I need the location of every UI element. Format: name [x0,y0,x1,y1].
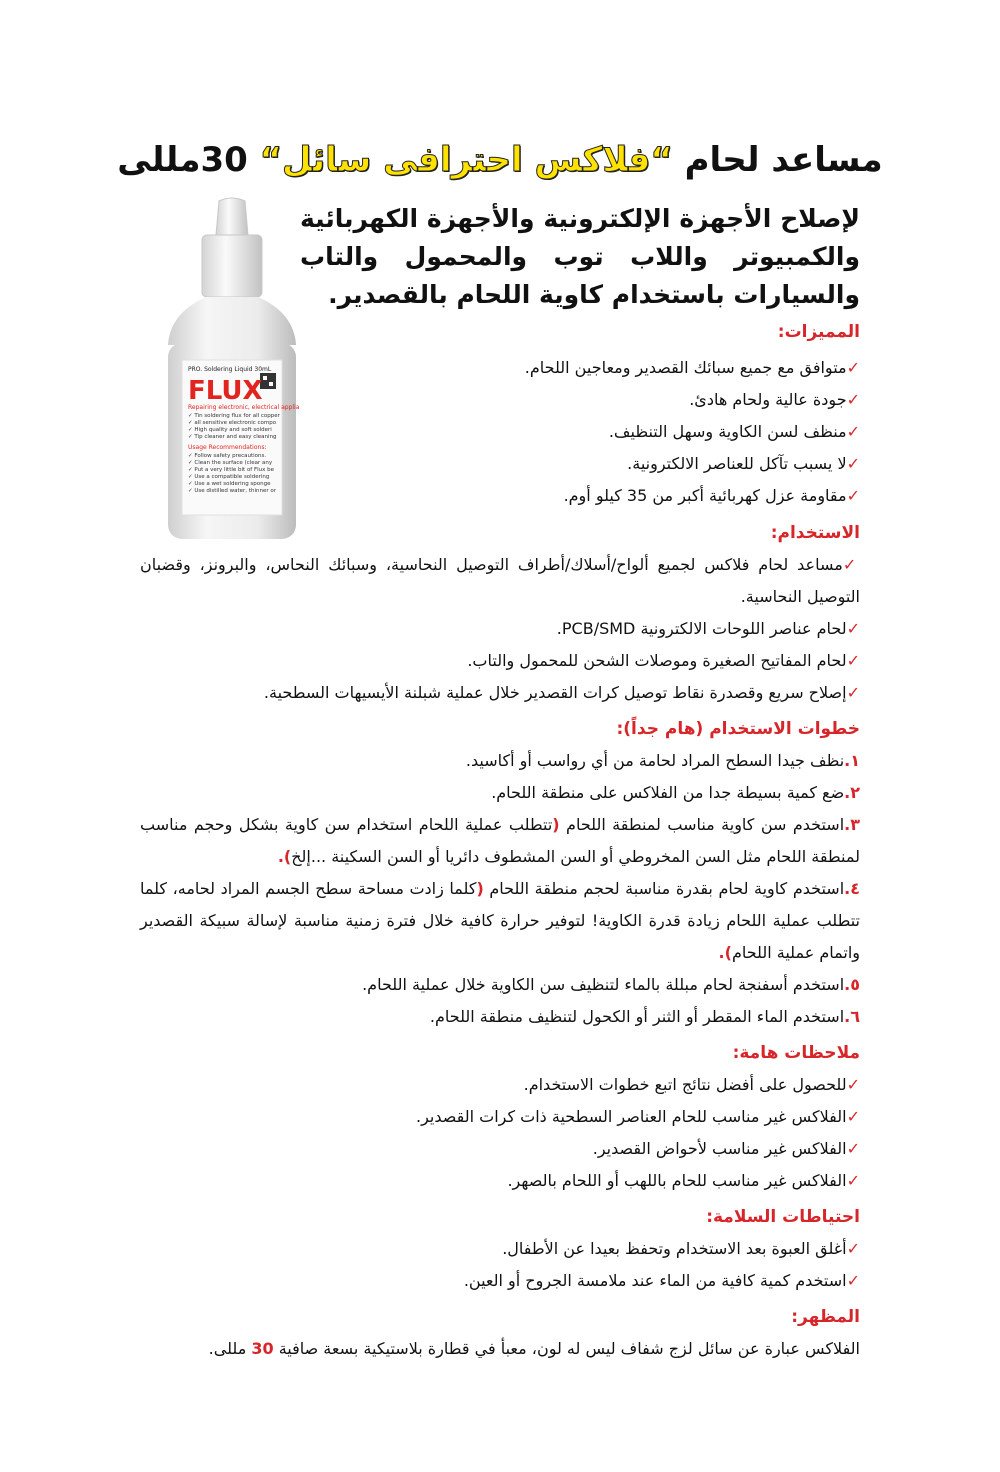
check-icon: ✓ [846,1239,860,1258]
safety-item: ✓أغلق العبوة بعد الاستخدام وتحفظ بعيدا عن الأطفال. [502,1239,860,1258]
label-line: ✓ High quality and soft solderi [188,427,272,433]
check-icon: ✓ [846,1075,860,1094]
usage-item: ✓لحام المفاتيح الصغيرة وموصلات الشحن للمحمول والتاب. [467,651,860,670]
check-icon: ✓ [846,454,860,473]
features-item: ✓مقاومة عزل كهربائية أكبر من 35 كيلو أوم. [563,486,860,505]
check-icon: ✓ [846,1271,860,1290]
features-item: ✓لا يسبب تآكل للعناصر الالكترونية. [627,454,860,473]
check-icon: ✓ [846,390,860,409]
steps-heading: خطوات الاستخدام (هام جداً): [616,719,860,739]
title-highlight: “فلاكس احترافى سائل“ [259,140,673,180]
label-line: ✓ Clean the surface (clear any [188,460,273,466]
intro-text: لإصلاح الأجهزة الإلكترونية والأجهزة الكهربائية والكمبيوتر واللاب توب والمحمول والتاب والسيارات باستخدام كاوية اللحام بالقصدير. [300,204,860,309]
label-line: ✓ Tip cleaner and easy cleaning [188,434,277,440]
usage-item: ✓مساعد لحام فلاكس لجميع ألواح/أسلاك/أطراف التوصيل النحاسية، وسبائك النحاس، والبرونز، وقضبان التوصيل النحاسية. [140,555,861,606]
step-item: ٣.استخدم سن كاوية مناسب لمنطقة اللحام (تتطلب عملية اللحام استخدام سن كاوية بشكل وحجم مناسب لمنطقة اللحام مثل السن المخروطي أو السن المشطوف دائريا أو السن السكينة ...إلخ). [140,815,861,866]
label-line: ✓ Use distilled water, thinner or [188,488,276,494]
usage-item: ✓لحام عناصر اللوحات الالكترونية PCB/SMD. [556,619,860,638]
check-icon: ✓ [846,619,860,638]
notes-heading: ملاحظات هامة: [732,1043,860,1063]
check-icon: ✓ [846,1171,860,1190]
features-item: ✓متوافق مع جميع سبائك القصدير ومعاجين اللحام. [524,358,860,377]
step-item: ٢.ضع كمية بسيطة جدا من الفلاكس على منطقة اللحام. [491,783,860,802]
check-icon: ✓ [842,555,861,574]
label-line: ✓ Use a wet soldering sponge [188,481,271,487]
check-icon: ✓ [846,651,860,670]
check-icon: ✓ [846,1107,860,1126]
bottle-shoulder [168,297,296,345]
bottle-tip [216,198,248,235]
label-line: ✓ Use a compatible soldering [188,474,270,480]
check-icon: ✓ [846,486,860,505]
notes-item: ✓الفلاكس غير مناسب للحام باللهب أو اللحام بالصهر. [507,1171,860,1190]
features-item: ✓منظف لسن الكاوية وسهل التنظيف. [608,422,860,441]
step-item: ٥.استخدم أسفنجة لحام مبللة بالماء لتنظيف سن الكاوية خلال عملية اللحام. [362,975,860,994]
label-usage-header: Usage Recommendations: [188,444,267,451]
safety-heading: احتياطات السلامة: [706,1207,860,1227]
volume-value: 30 [251,1339,274,1358]
page-title [0,140,1000,180]
bottle-cap [202,235,262,297]
appearance-heading: المظهر: [791,1307,860,1327]
check-icon: ✓ [846,683,860,702]
label-top: PRO. Soldering Liquid 30mL [188,366,272,373]
notes-item: ✓الفلاكس غير مناسب لأحواض القصدير. [592,1139,860,1158]
label-subtitle: Repairing electronic, electrical applia [188,404,300,411]
notes-item: ✓للحصول على أفضل نتائج اتبع خطوات الاستخدام. [523,1075,860,1094]
appearance-text: الفلاكس عبارة عن سائل لزج شفاف ليس له لون، معبأ في قطارة بلاستيكية بسعة صافية 30 مللى. [208,1339,860,1358]
check-icon: ✓ [846,358,860,377]
title-prefix: مساعد لحام [672,140,883,180]
check-icon: ✓ [846,422,860,441]
step-item: ٤.استخدم كاوية لحام بقدرة مناسبة لحجم منطقة اللحام (كلما زادت مساحة سطح الجسم المراد لحامه، كلما تتطلب عملية اللحام زيادة قدرة الكاوية! لتوفير حرارة كافية خلال فترة زمنية مناسبة لإسالة سبيكة القصدير واتمام عملية اللحام). [140,879,861,962]
step-item: ١.نظف جيدا السطح المراد لحامة من أي رواسب أو أكاسيد. [465,751,860,770]
features-heading: المميزات: [777,322,860,342]
label-line: ✓ all sensitive electronic compo [188,420,277,426]
usage-heading: الاستخدام: [770,523,860,543]
label-line: ✓ Put a very little bit of Flux be [188,467,275,473]
step-item: ٦.استخدم الماء المقطر أو الثنر أو الكحول لتنظيف منطقة اللحام. [429,1007,860,1026]
safety-item: ✓استخدم كمية كافية من الماء عند ملامسة الجروح أو العين. [463,1271,860,1290]
label-line: ✓ Follow safety precautions. [188,453,267,459]
features-item: ✓جودة عالية ولحام هادئ. [689,390,860,409]
usage-item: ✓إصلاح سريع وقصدرة نقاط توصيل كرات القصدير خلال عملية شبلنة الأيسيهات السطحية. [263,683,860,702]
notes-item: ✓الفلاكس غير مناسب للحام العناصر السطحية ذات كرات القصدير. [415,1107,860,1126]
label-brand: FLUX [188,376,263,406]
label-line: ✓ Tin soldering flux for all copper [188,413,280,419]
check-icon: ✓ [846,1139,860,1158]
title-suffix: 30مللى [117,140,260,180]
